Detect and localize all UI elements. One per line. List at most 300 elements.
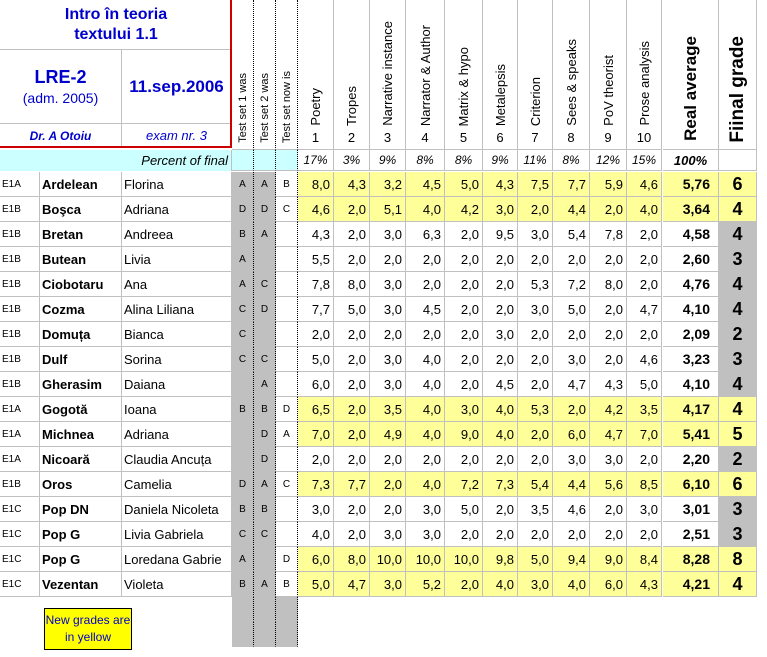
student-last-name[interactable] (40, 247, 122, 272)
test-header-1[interactable] (232, 0, 254, 150)
student-last-name[interactable] (40, 522, 122, 547)
student-final-grade[interactable] (719, 572, 757, 597)
student-score-3[interactable] (370, 572, 406, 597)
student-group[interactable] (0, 497, 40, 522)
student-test-3[interactable] (276, 397, 298, 422)
criterion-header-7[interactable] (518, 0, 553, 150)
student-last-name[interactable] (40, 197, 122, 222)
student-score-7[interactable] (518, 347, 553, 372)
student-score-1[interactable] (298, 297, 334, 322)
student-real-average[interactable] (663, 422, 719, 447)
student-first-name[interactable] (122, 447, 232, 472)
student-score-10[interactable] (627, 197, 662, 222)
student-score-2[interactable] (334, 272, 370, 297)
student-test-1[interactable] (232, 422, 254, 447)
student-score-9[interactable] (590, 297, 627, 322)
student-score-4[interactable] (406, 422, 445, 447)
student-score-4[interactable] (406, 572, 445, 597)
student-score-2[interactable] (334, 222, 370, 247)
student-score-7[interactable] (518, 372, 553, 397)
student-score-7[interactable] (518, 497, 553, 522)
student-test-3[interactable] (276, 372, 298, 397)
student-last-name[interactable] (40, 172, 122, 197)
student-score-4[interactable] (406, 272, 445, 297)
exam-number-cell[interactable] (122, 124, 232, 148)
student-score-5[interactable] (445, 522, 483, 547)
student-score-9[interactable] (590, 222, 627, 247)
student-test-2[interactable] (254, 297, 276, 322)
student-score-5[interactable] (445, 247, 483, 272)
student-real-average[interactable] (663, 472, 719, 497)
student-score-4[interactable] (406, 322, 445, 347)
student-score-8[interactable] (553, 472, 590, 497)
student-score-3[interactable] (370, 197, 406, 222)
student-score-9[interactable] (590, 522, 627, 547)
student-score-1[interactable] (298, 397, 334, 422)
student-test-2[interactable] (254, 497, 276, 522)
student-score-9[interactable] (590, 472, 627, 497)
student-score-4[interactable] (406, 397, 445, 422)
student-group[interactable] (0, 422, 40, 447)
student-test-2[interactable] (254, 222, 276, 247)
student-score-4[interactable] (406, 297, 445, 322)
percent-label-cell[interactable] (0, 150, 232, 171)
student-score-8[interactable] (553, 322, 590, 347)
student-test-2[interactable] (254, 172, 276, 197)
student-test-2[interactable] (254, 372, 276, 397)
student-score-6[interactable] (483, 397, 518, 422)
student-test-1[interactable] (232, 547, 254, 572)
student-score-3[interactable] (370, 547, 406, 572)
student-test-2[interactable] (254, 447, 276, 472)
criterion-header-4[interactable] (406, 0, 445, 150)
student-group[interactable] (0, 522, 40, 547)
student-score-8[interactable] (553, 372, 590, 397)
student-final-grade[interactable] (719, 372, 757, 397)
student-last-name[interactable] (40, 372, 122, 397)
student-score-2[interactable] (334, 347, 370, 372)
student-score-4[interactable] (406, 372, 445, 397)
student-final-grade[interactable] (719, 522, 757, 547)
student-score-8[interactable] (553, 572, 590, 597)
student-score-10[interactable] (627, 572, 662, 597)
student-score-1[interactable] (298, 197, 334, 222)
student-score-6[interactable] (483, 197, 518, 222)
student-score-1[interactable] (298, 272, 334, 297)
student-score-3[interactable] (370, 447, 406, 472)
student-score-5[interactable] (445, 297, 483, 322)
student-score-2[interactable] (334, 322, 370, 347)
empty-test-cell[interactable] (276, 622, 298, 647)
student-test-2[interactable] (254, 572, 276, 597)
student-final-grade[interactable] (719, 272, 757, 297)
student-score-4[interactable] (406, 447, 445, 472)
student-score-3[interactable] (370, 522, 406, 547)
student-final-grade[interactable] (719, 247, 757, 272)
student-final-grade[interactable] (719, 397, 757, 422)
student-first-name[interactable] (122, 172, 232, 197)
student-score-8[interactable] (553, 247, 590, 272)
student-test-2[interactable] (254, 322, 276, 347)
student-score-8[interactable] (553, 422, 590, 447)
student-score-1[interactable] (298, 247, 334, 272)
student-score-1[interactable] (298, 322, 334, 347)
student-score-7[interactable] (518, 472, 553, 497)
student-group[interactable] (0, 472, 40, 497)
empty-test-cell[interactable] (232, 597, 254, 622)
student-score-2[interactable] (334, 397, 370, 422)
student-score-1[interactable] (298, 522, 334, 547)
student-score-2[interactable] (334, 547, 370, 572)
criterion-header-1[interactable] (298, 0, 334, 150)
student-group[interactable] (0, 572, 40, 597)
student-score-1[interactable] (298, 472, 334, 497)
student-test-2[interactable] (254, 197, 276, 222)
student-test-1[interactable] (232, 247, 254, 272)
student-test-1[interactable] (232, 172, 254, 197)
criterion-header-2[interactable] (334, 0, 370, 150)
exam-date-cell[interactable] (122, 50, 232, 124)
student-score-5[interactable] (445, 272, 483, 297)
student-score-3[interactable] (370, 397, 406, 422)
student-test-3[interactable] (276, 547, 298, 572)
percent-criterion-7[interactable] (518, 150, 553, 171)
student-score-5[interactable] (445, 347, 483, 372)
student-group[interactable] (0, 172, 40, 197)
student-score-6[interactable] (483, 372, 518, 397)
student-score-2[interactable] (334, 422, 370, 447)
course-code-cell[interactable] (0, 50, 122, 124)
student-score-5[interactable] (445, 172, 483, 197)
student-first-name[interactable] (122, 522, 232, 547)
student-first-name[interactable] (122, 347, 232, 372)
student-score-5[interactable] (445, 547, 483, 572)
student-test-3[interactable] (276, 272, 298, 297)
student-test-1[interactable] (232, 222, 254, 247)
student-score-6[interactable] (483, 222, 518, 247)
student-score-6[interactable] (483, 272, 518, 297)
student-score-5[interactable] (445, 497, 483, 522)
student-first-name[interactable] (122, 497, 232, 522)
student-score-1[interactable] (298, 422, 334, 447)
teacher-cell[interactable] (0, 124, 122, 148)
student-last-name[interactable] (40, 322, 122, 347)
percent-criterion-6[interactable] (483, 150, 518, 171)
student-first-name[interactable] (122, 372, 232, 397)
student-score-9[interactable] (590, 397, 627, 422)
percent-criterion-8[interactable] (553, 150, 590, 171)
student-final-grade[interactable] (719, 497, 757, 522)
percent-criterion-2[interactable] (334, 150, 370, 171)
student-score-9[interactable] (590, 172, 627, 197)
student-real-average[interactable] (663, 547, 719, 572)
student-score-6[interactable] (483, 572, 518, 597)
student-score-5[interactable] (445, 572, 483, 597)
student-score-10[interactable] (627, 347, 662, 372)
student-score-6[interactable] (483, 172, 518, 197)
student-test-3[interactable] (276, 172, 298, 197)
student-score-9[interactable] (590, 197, 627, 222)
student-score-1[interactable] (298, 372, 334, 397)
student-score-8[interactable] (553, 197, 590, 222)
student-score-3[interactable] (370, 322, 406, 347)
student-group[interactable] (0, 397, 40, 422)
student-score-8[interactable] (553, 522, 590, 547)
student-test-3[interactable] (276, 297, 298, 322)
student-first-name[interactable] (122, 572, 232, 597)
empty-test-cell[interactable] (254, 597, 276, 622)
student-test-2[interactable] (254, 522, 276, 547)
student-score-4[interactable] (406, 522, 445, 547)
student-score-9[interactable] (590, 547, 627, 572)
student-group[interactable] (0, 347, 40, 372)
student-score-7[interactable] (518, 547, 553, 572)
student-score-10[interactable] (627, 472, 662, 497)
student-score-7[interactable] (518, 422, 553, 447)
student-score-5[interactable] (445, 322, 483, 347)
student-last-name[interactable] (40, 347, 122, 372)
student-score-10[interactable] (627, 372, 662, 397)
student-test-2[interactable] (254, 422, 276, 447)
student-score-8[interactable] (553, 497, 590, 522)
student-score-1[interactable] (298, 547, 334, 572)
empty-test-cell[interactable] (232, 622, 254, 647)
student-real-average[interactable] (663, 247, 719, 272)
student-last-name[interactable] (40, 222, 122, 247)
criterion-header-6[interactable] (483, 0, 518, 150)
percent-test-1[interactable] (232, 150, 254, 171)
student-score-8[interactable] (553, 547, 590, 572)
student-test-1[interactable] (232, 472, 254, 497)
student-last-name[interactable] (40, 572, 122, 597)
student-score-4[interactable] (406, 472, 445, 497)
student-score-4[interactable] (406, 347, 445, 372)
student-test-2[interactable] (254, 272, 276, 297)
student-test-1[interactable] (232, 497, 254, 522)
student-score-9[interactable] (590, 272, 627, 297)
student-final-grade[interactable] (719, 547, 757, 572)
student-score-2[interactable] (334, 497, 370, 522)
student-score-7[interactable] (518, 522, 553, 547)
student-score-9[interactable] (590, 497, 627, 522)
course-title[interactable] (0, 0, 232, 50)
student-real-average[interactable] (663, 372, 719, 397)
student-test-1[interactable] (232, 397, 254, 422)
student-real-average[interactable] (663, 347, 719, 372)
student-score-9[interactable] (590, 572, 627, 597)
student-score-7[interactable] (518, 172, 553, 197)
student-score-7[interactable] (518, 297, 553, 322)
student-score-7[interactable] (518, 397, 553, 422)
student-score-8[interactable] (553, 272, 590, 297)
criterion-header-8[interactable] (553, 0, 590, 150)
student-test-3[interactable] (276, 347, 298, 372)
student-test-1[interactable] (232, 197, 254, 222)
student-score-6[interactable] (483, 522, 518, 547)
student-score-5[interactable] (445, 222, 483, 247)
student-score-3[interactable] (370, 472, 406, 497)
student-score-1[interactable] (298, 172, 334, 197)
student-last-name[interactable] (40, 497, 122, 522)
student-score-7[interactable] (518, 197, 553, 222)
student-test-2[interactable] (254, 347, 276, 372)
student-test-3[interactable] (276, 422, 298, 447)
student-test-3[interactable] (276, 447, 298, 472)
student-score-10[interactable] (627, 322, 662, 347)
empty-test-cell[interactable] (254, 622, 276, 647)
criterion-header-5[interactable] (445, 0, 483, 150)
student-score-6[interactable] (483, 297, 518, 322)
student-score-3[interactable] (370, 372, 406, 397)
student-score-6[interactable] (483, 247, 518, 272)
student-last-name[interactable] (40, 422, 122, 447)
student-score-3[interactable] (370, 247, 406, 272)
percent-criterion-1[interactable] (298, 150, 334, 171)
student-real-average[interactable] (663, 297, 719, 322)
student-score-3[interactable] (370, 497, 406, 522)
student-test-1[interactable] (232, 522, 254, 547)
student-score-7[interactable] (518, 247, 553, 272)
student-score-6[interactable] (483, 472, 518, 497)
student-real-average[interactable] (663, 322, 719, 347)
percent-criterion-9[interactable] (590, 150, 627, 171)
student-test-3[interactable] (276, 222, 298, 247)
student-score-10[interactable] (627, 497, 662, 522)
student-final-grade[interactable] (719, 347, 757, 372)
student-score-2[interactable] (334, 172, 370, 197)
student-score-8[interactable] (553, 347, 590, 372)
student-test-3[interactable] (276, 572, 298, 597)
student-score-5[interactable] (445, 422, 483, 447)
student-score-9[interactable] (590, 247, 627, 272)
student-test-2[interactable] (254, 547, 276, 572)
student-score-6[interactable] (483, 547, 518, 572)
student-test-1[interactable] (232, 372, 254, 397)
student-score-4[interactable] (406, 222, 445, 247)
student-real-average[interactable] (663, 222, 719, 247)
student-test-3[interactable] (276, 322, 298, 347)
student-test-3[interactable] (276, 497, 298, 522)
student-final-grade[interactable] (719, 222, 757, 247)
student-last-name[interactable] (40, 297, 122, 322)
student-score-6[interactable] (483, 447, 518, 472)
student-group[interactable] (0, 222, 40, 247)
test-header-2[interactable] (254, 0, 276, 150)
student-test-1[interactable] (232, 322, 254, 347)
student-real-average[interactable] (663, 397, 719, 422)
student-real-average[interactable] (663, 197, 719, 222)
student-score-9[interactable] (590, 347, 627, 372)
student-real-average[interactable] (663, 447, 719, 472)
student-first-name[interactable] (122, 322, 232, 347)
percent-criterion-3[interactable] (370, 150, 406, 171)
student-score-1[interactable] (298, 222, 334, 247)
student-group[interactable] (0, 272, 40, 297)
student-score-10[interactable] (627, 272, 662, 297)
student-score-5[interactable] (445, 397, 483, 422)
percent-criterion-4[interactable] (406, 150, 445, 171)
empty-test-cell[interactable] (276, 597, 298, 622)
student-score-2[interactable] (334, 247, 370, 272)
student-score-10[interactable] (627, 422, 662, 447)
student-score-5[interactable] (445, 447, 483, 472)
student-score-10[interactable] (627, 297, 662, 322)
student-score-4[interactable] (406, 547, 445, 572)
student-score-6[interactable] (483, 322, 518, 347)
student-score-9[interactable] (590, 322, 627, 347)
student-score-3[interactable] (370, 272, 406, 297)
student-last-name[interactable] (40, 397, 122, 422)
student-last-name[interactable] (40, 447, 122, 472)
student-score-7[interactable] (518, 222, 553, 247)
student-first-name[interactable] (122, 397, 232, 422)
student-score-9[interactable] (590, 447, 627, 472)
student-score-10[interactable] (627, 222, 662, 247)
student-score-3[interactable] (370, 422, 406, 447)
student-real-average[interactable] (663, 522, 719, 547)
student-test-2[interactable] (254, 472, 276, 497)
student-first-name[interactable] (122, 472, 232, 497)
student-last-name[interactable] (40, 547, 122, 572)
student-final-grade[interactable] (719, 322, 757, 347)
student-group[interactable] (0, 447, 40, 472)
student-score-6[interactable] (483, 422, 518, 447)
student-score-6[interactable] (483, 347, 518, 372)
student-real-average[interactable] (663, 272, 719, 297)
student-test-2[interactable] (254, 247, 276, 272)
student-final-grade[interactable] (719, 297, 757, 322)
student-score-10[interactable] (627, 247, 662, 272)
student-group[interactable] (0, 297, 40, 322)
student-score-3[interactable] (370, 347, 406, 372)
student-score-1[interactable] (298, 497, 334, 522)
student-test-3[interactable] (276, 472, 298, 497)
student-real-average[interactable] (663, 572, 719, 597)
student-last-name[interactable] (40, 472, 122, 497)
percent-criterion-10[interactable] (627, 150, 662, 171)
student-last-name[interactable] (40, 272, 122, 297)
percent-criterion-5[interactable] (445, 150, 483, 171)
student-score-4[interactable] (406, 172, 445, 197)
student-score-1[interactable] (298, 572, 334, 597)
student-score-8[interactable] (553, 172, 590, 197)
student-score-3[interactable] (370, 172, 406, 197)
percent-test-3[interactable] (276, 150, 298, 171)
student-score-1[interactable] (298, 447, 334, 472)
student-score-2[interactable] (334, 572, 370, 597)
student-test-1[interactable] (232, 447, 254, 472)
student-score-10[interactable] (627, 447, 662, 472)
percent-grade-blank[interactable] (719, 150, 757, 171)
student-score-2[interactable] (334, 472, 370, 497)
student-score-2[interactable] (334, 372, 370, 397)
student-score-3[interactable] (370, 297, 406, 322)
student-score-5[interactable] (445, 372, 483, 397)
student-first-name[interactable] (122, 197, 232, 222)
student-group[interactable] (0, 372, 40, 397)
final-grade-header[interactable] (719, 0, 757, 150)
student-score-10[interactable] (627, 172, 662, 197)
student-group[interactable] (0, 197, 40, 222)
student-test-3[interactable] (276, 247, 298, 272)
student-group[interactable] (0, 322, 40, 347)
student-final-grade[interactable] (719, 197, 757, 222)
student-real-average[interactable] (663, 497, 719, 522)
student-score-5[interactable] (445, 472, 483, 497)
criterion-header-10[interactable] (627, 0, 662, 150)
student-first-name[interactable] (122, 422, 232, 447)
student-test-1[interactable] (232, 572, 254, 597)
